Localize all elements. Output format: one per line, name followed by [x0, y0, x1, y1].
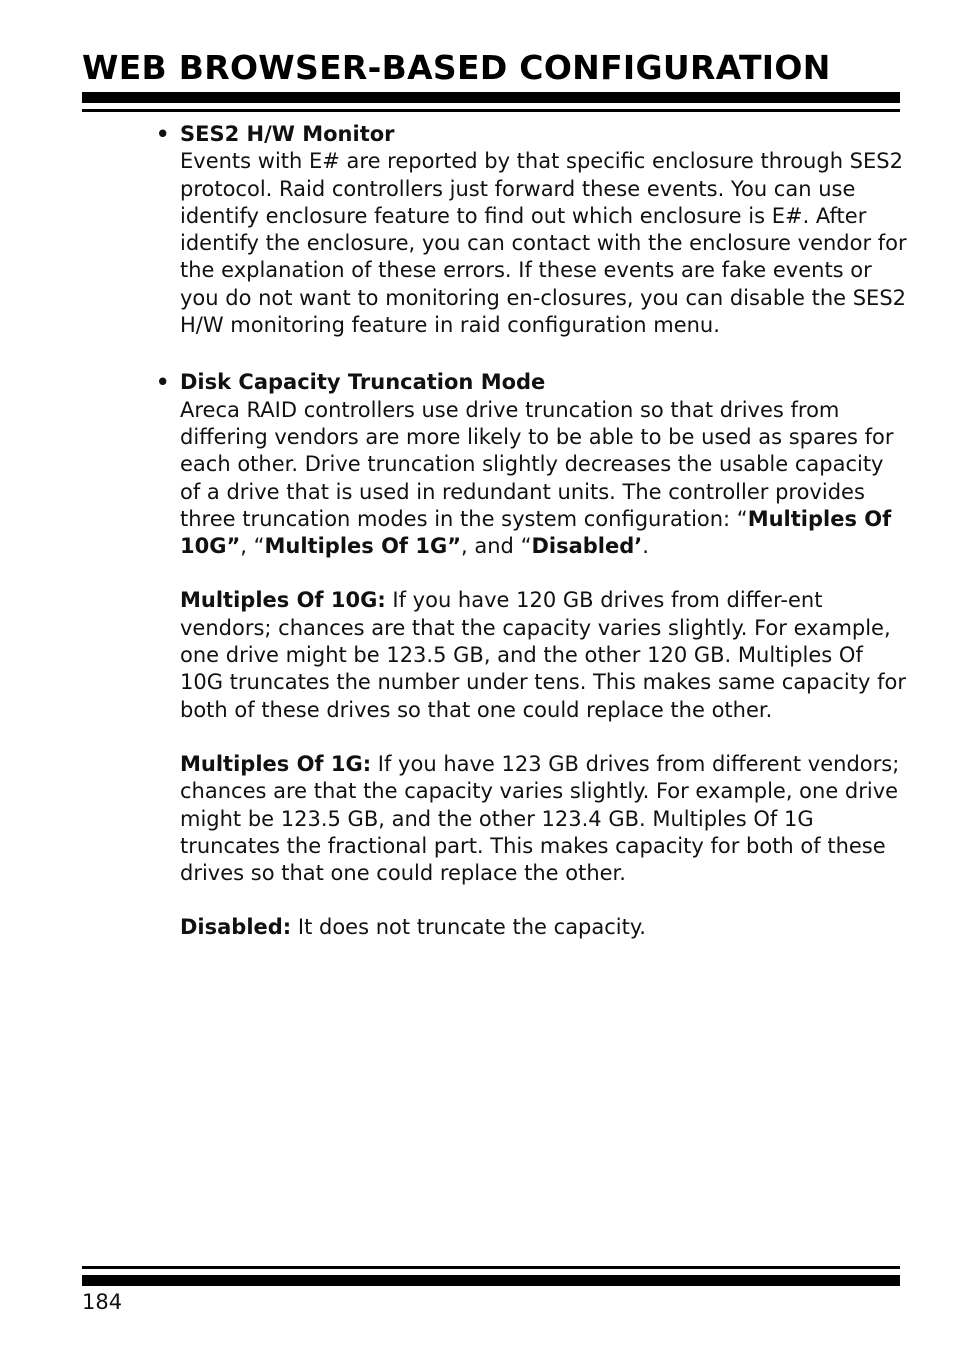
separator: . — [642, 534, 649, 559]
separator: , and “ — [461, 534, 532, 559]
body-text: Areca RAID controllers use drive truncation so that drives from differing vendors are more likely to be able to be used as spares for each other. Drive truncation slightly decreases the usable capacity of a drive that is used in redundant units. The controller provides three truncation modes in the system configuration: “ — [180, 397, 894, 531]
footer-rule-thick — [82, 1275, 900, 1286]
paragraph-multiples-1g — [180, 751, 910, 887]
paragraph-disabled — [180, 914, 910, 941]
paragraph-text: If you have 123 GB drives from different vendors; chances are that the capacity varies slightly. For example, one drive might be 123.5 GB, and the other 123.4 GB. Multiples Of 1G truncates the fractional part. This makes capacity for both of these drives so that one could replace the other. — [180, 751, 900, 886]
paragraph-label: Disabled: — [180, 915, 292, 940]
paragraph-multiples-10g — [180, 587, 910, 723]
page-content — [156, 121, 910, 942]
section-disk-capacity-truncation — [156, 369, 910, 941]
page-number: 184 — [82, 1290, 123, 1314]
paragraph-label: Multiples Of 10G: — [180, 588, 386, 613]
mode-name: Multiples Of 1G” — [264, 534, 462, 559]
section-body — [180, 397, 910, 561]
paragraph-text: If you have 120 GB drives from differ-ent vendors; chances are that the capacity varies slightly. For example, one drive might be 123.5 GB, and the other 120 GB. Multiples Of 10G truncates the number under tens. This makes same capacity for both of these drives so that one could replace the other. — [180, 588, 906, 722]
header-rule-thin — [82, 109, 900, 112]
paragraph-text: It does not truncate the capacity. — [291, 915, 646, 940]
section-heading: SES2 H/W Monitor — [180, 122, 395, 146]
separator: , “ — [240, 534, 265, 559]
bullet-icon: • — [156, 122, 170, 146]
section-heading: Disk Capacity Truncation Mode — [180, 370, 546, 395]
section-ses2-hw-monitor — [156, 121, 910, 339]
mode-name: Disabled’ — [531, 534, 643, 559]
mode-name: Multiples Of 10G” — [180, 506, 892, 559]
bullet-icon: • — [156, 370, 170, 395]
page-title: WEB BROWSER-BASED CONFIGURATION — [82, 48, 831, 87]
paragraph-label: Multiples Of 1G: — [180, 751, 372, 776]
footer-rule-thin — [82, 1266, 900, 1269]
section-body: Events with E# are reported by that specific enclosure through SES2 protocol. Raid controllers just forward these events. You can use identify enclosure feature to find out which enclosure is E#. After identify the enclosure, you can contact with the enclosure vendor for the explanation of these errors. If these events are fake events or you do not want to monitoring en-closures, you can disable the SES2 H/W monitoring feature in raid configuration menu. — [180, 149, 907, 338]
header-rule-thick — [82, 92, 900, 103]
